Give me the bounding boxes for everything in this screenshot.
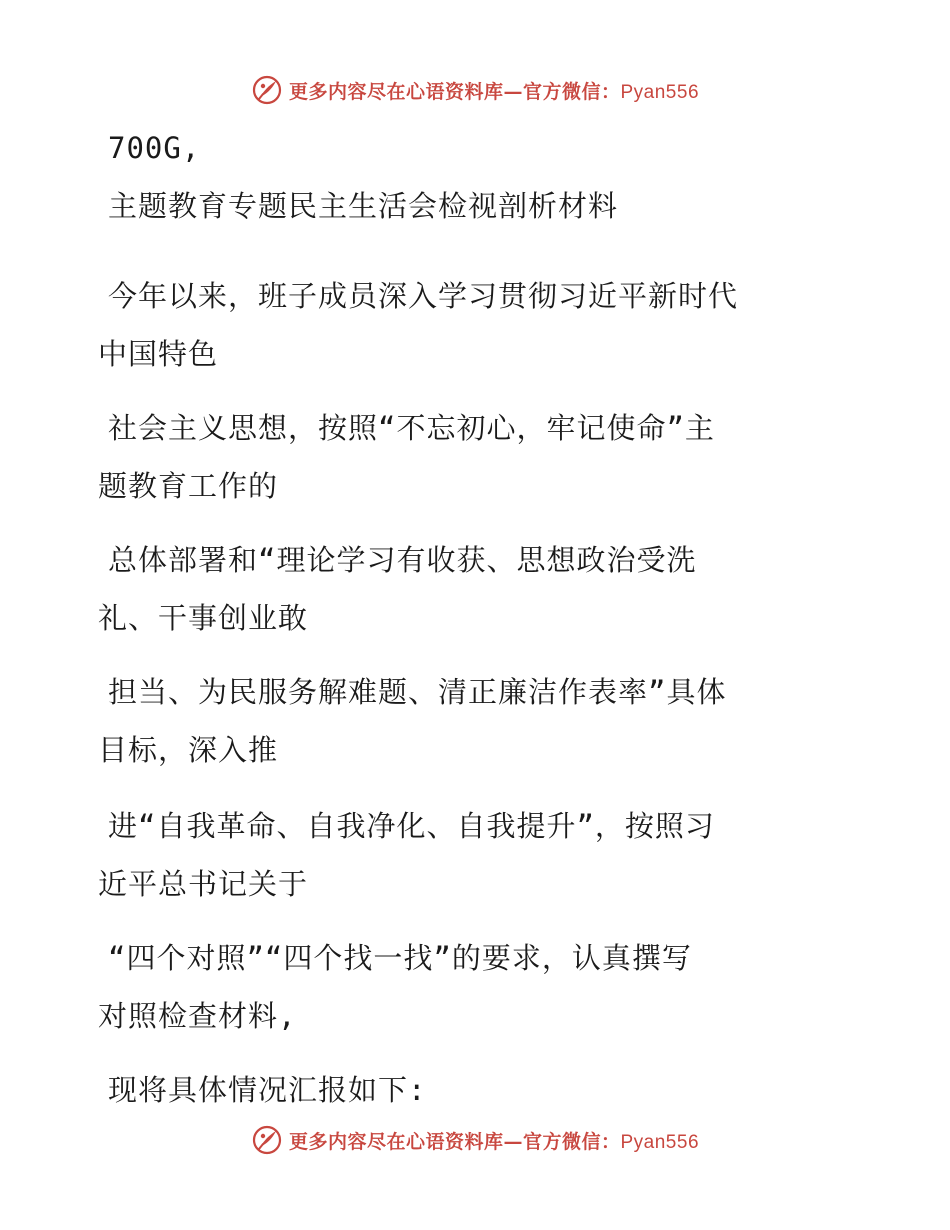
text-line: 目标，深入推 bbox=[98, 733, 279, 767]
text-line: 近平总书记关于 bbox=[98, 867, 309, 901]
text-line: 700G, bbox=[108, 131, 201, 165]
text-line: 担当、为民服务解难题、清正廉洁作表率”具体 bbox=[108, 675, 727, 709]
text-line: “四个对照”“四个找一找”的要求，认真撰写 bbox=[108, 941, 692, 975]
text-line: 主题教育专题民主生活会检视剖析材料 bbox=[108, 189, 619, 223]
quill-logo-icon bbox=[251, 74, 283, 106]
text-line: 题教育工作的 bbox=[98, 469, 279, 503]
quill-logo-icon bbox=[251, 1124, 283, 1156]
watermark-brand: Pyan556 bbox=[620, 1131, 700, 1153]
text-line: 中国特色 bbox=[98, 337, 219, 371]
text-line: 对照检查材料, bbox=[98, 999, 297, 1033]
text-line: 礼、干事创业敢 bbox=[98, 601, 309, 635]
text-line: 进“自我革命、自我净化、自我提升”，按照习 bbox=[108, 809, 715, 843]
text-line: 现将具体情况汇报如下: bbox=[108, 1073, 427, 1107]
watermark-text: 更多内容尽在心语资料库—官方微信：Pyan556 bbox=[288, 1130, 700, 1153]
footer-watermark bbox=[0, 1122, 950, 1158]
text-line: 社会主义思想，按照“不忘初心，牢记使命”主 bbox=[108, 411, 715, 445]
header-watermark bbox=[0, 72, 950, 108]
text-line: 总体部署和“理论学习有收获、思想政治受洗 bbox=[108, 543, 697, 577]
text-line: 今年以来，班子成员深入学习贯彻习近平新时代 bbox=[108, 279, 739, 313]
watermark-brand: Pyan556 bbox=[620, 81, 700, 103]
watermark-text: 更多内容尽在心语资料库—官方微信：Pyan556 bbox=[288, 80, 700, 103]
